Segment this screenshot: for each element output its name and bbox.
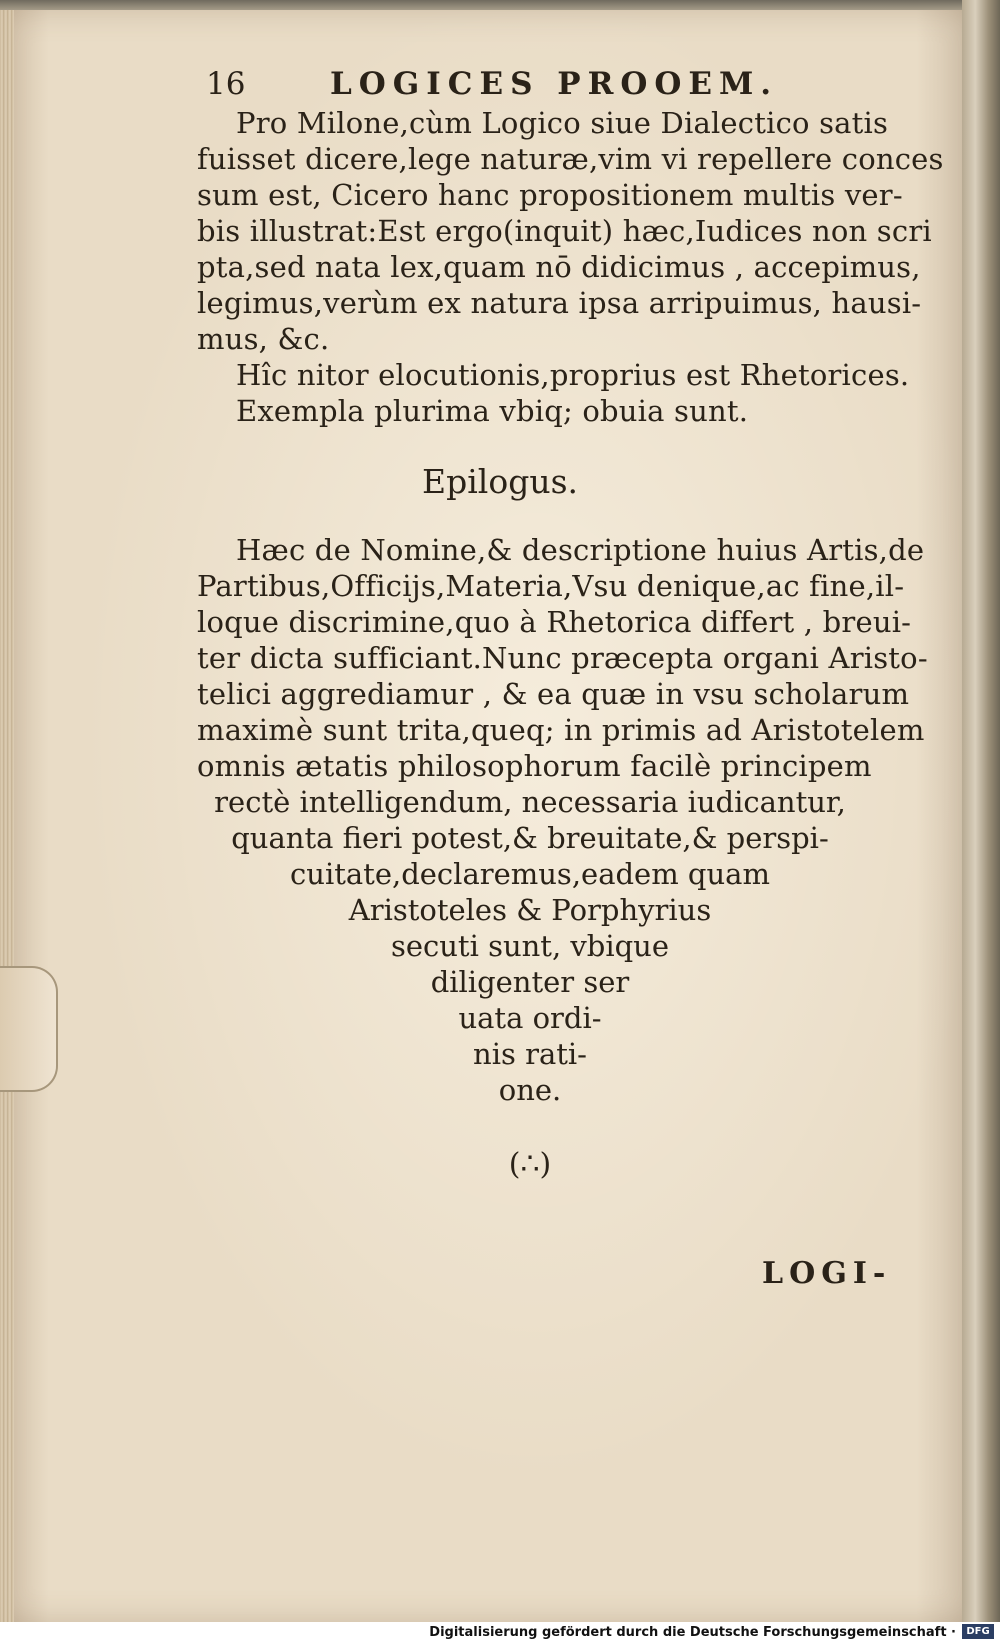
running-head: LOGICES PROOEM. (330, 66, 779, 102)
text-line: omnis ætatis philosophorum facilè principem (197, 749, 872, 783)
dfg-logo: DFG (962, 1624, 994, 1639)
text-line: secuti sunt, vbique (390, 929, 670, 963)
text-line: Exempla plurima vbiq; obuia sunt. (236, 394, 749, 428)
text-line: Partibus,Officijs,Materia,Vsu denique,ac fine,il- (197, 569, 905, 603)
digitization-credit: Digitalisierung gefördert durch die Deutsche Forschungsgemeinschaft · (429, 1625, 956, 1640)
text-line: mus, &c. (197, 322, 330, 356)
text-line: Hîc nitor elocutionis,proprius est Rhetorices. (236, 358, 910, 392)
fleuron-ornament: (∴) (508, 1147, 552, 1182)
text-line: pta,sed nata lex,quam nō didicimus , accepimus, (197, 250, 921, 284)
page-header (206, 64, 796, 108)
text-line: bis illustrat:Est ergo(inquit) hæc,Iudices non scri (197, 214, 932, 248)
text-line: rectè intelligendum, necessaria iudicantur, (214, 785, 846, 819)
text-line: legimus,verùm ex natura ipsa arripuimus, hausi- (197, 286, 922, 320)
text-line: Aristoteles & Porphyrius (348, 893, 712, 927)
text-line: nis rati- (473, 1037, 587, 1071)
text-line: quanta fieri potest,& breuitate,& perspi- (231, 821, 829, 855)
text-line: maximè sunt trita,queq; in primis ad Aristotelem (197, 713, 925, 747)
text-line: diligenter ser (430, 965, 630, 999)
text-line: Hæc de Nomine,& descriptione huius Artis,de (236, 533, 925, 567)
text-line: uata ordi- (458, 1001, 602, 1035)
page-number: 16 (206, 66, 246, 102)
text-line: one. (498, 1073, 562, 1107)
text-line: telici aggrediamur , & ea quæ in vsu scholarum (197, 677, 910, 711)
catchword: LOGI- (762, 1256, 892, 1291)
section-heading: Epilogus. (422, 462, 578, 501)
text-line: ter dicta sufficiant.Nunc præcepta organi Aristo- (197, 641, 928, 675)
text-line: fuisset dicere,lege naturæ,vim vi repellere conces (197, 142, 944, 176)
text-line: Pro Milone,cùm Logico siue Dialectico satis (236, 106, 889, 140)
text-line: loque discrimine,quo à Rhetorica differt , breui- (197, 605, 912, 639)
text-line: cuitate,declaremus,eadem quam (290, 857, 770, 891)
text-line: sum est, Cicero hanc propositionem multis ver- (197, 178, 903, 212)
